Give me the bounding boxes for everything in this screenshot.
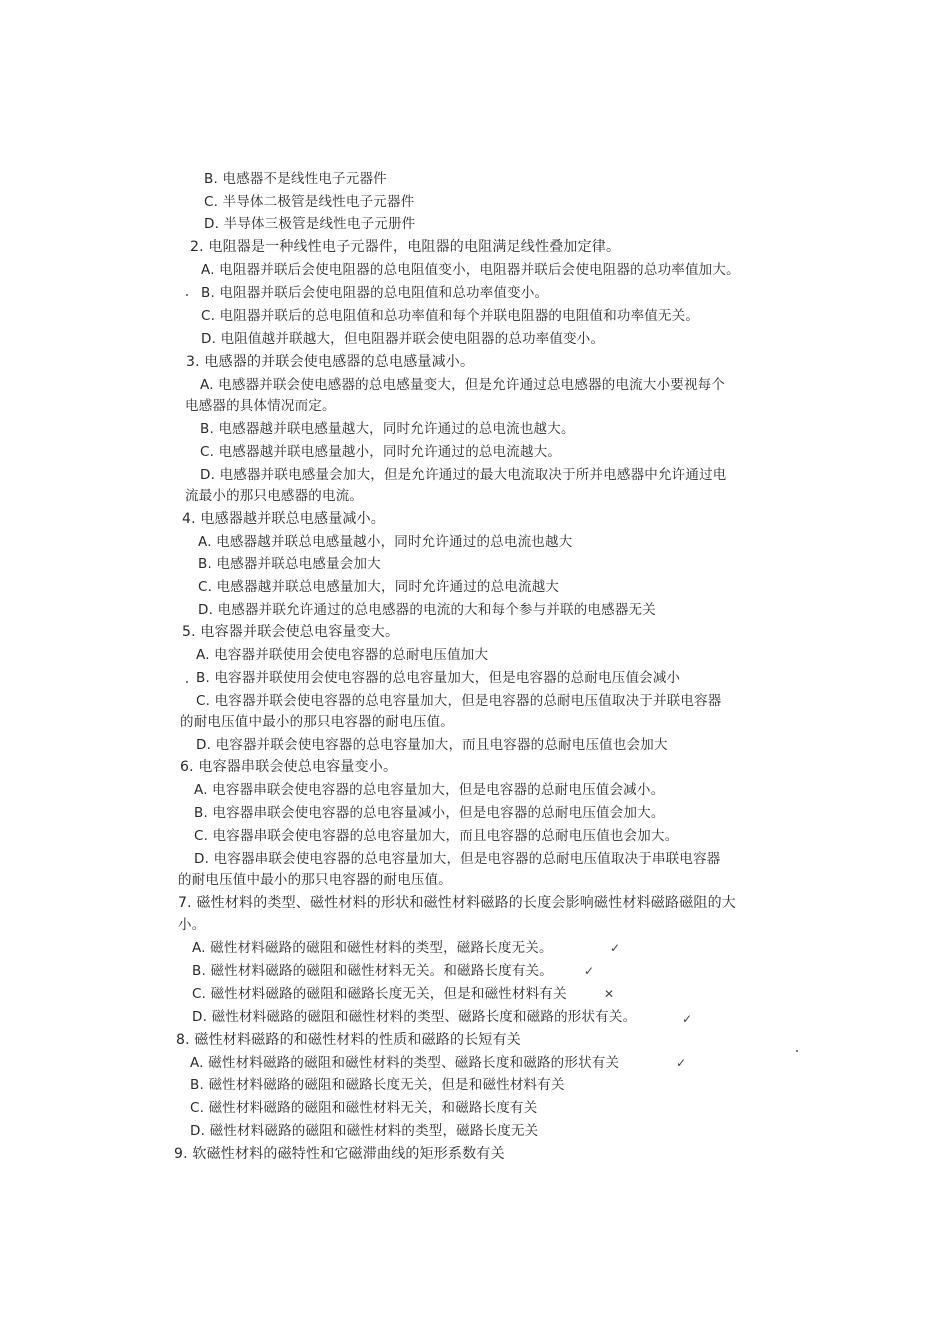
option-text: B. 电阻器并联后会使电阻器的总电阻值和总功率值变小。	[201, 285, 549, 301]
option-text: A. 电容器串联会使电容器的总电容量加大，但是电容器的总耐电压值会减小。	[194, 782, 665, 798]
option-text: D. 半导体三极管是线性电子元册件	[204, 216, 416, 232]
option-text: C. 磁性材料磁路的磁阻和磁路长度无关，但是和磁性材料有关	[192, 986, 567, 1002]
option-text: C. 电容器并联会使电容器的总电容量加大，但是电容器的总耐电压值取决于并联电容器	[196, 693, 722, 709]
option-text: D. 电容器并联会使电容器的总电容量加大，而且电容器的总耐电压值也会加大	[196, 737, 668, 753]
option-text: 小。	[178, 917, 206, 933]
check-mark-icon: ✓	[584, 964, 595, 978]
option-text: A. 电容器并联使用会使电容器的总耐电压值加大	[196, 647, 489, 663]
question-text: 3. 电感器的并联会使电感器的总电感量减小。	[186, 354, 475, 370]
cross-mark-icon: ✕	[604, 987, 615, 1001]
option-text: B. 电感器不是线性电子元器件	[204, 171, 387, 187]
option-text: 电感器的具体情况而定。	[185, 398, 336, 414]
option-text: D. 电容器串联会使电容器的总电容量加大，但是电容器的总耐电压值取决于串联电容器	[194, 851, 721, 867]
option-text: C. 半导体二极管是线性电子元器件	[204, 194, 415, 210]
check-mark-icon: ✓	[682, 1012, 693, 1026]
scan-speck	[186, 294, 188, 296]
scan-speck	[186, 681, 188, 683]
question-text: 2. 电阻器是一种线性电子元器件，电阻器的电阻满足线性叠加定律。	[190, 239, 621, 255]
option-text: B. 电容器串联会使电容器的总电容量减小，但是电容器的总耐电压值会加大。	[194, 805, 665, 821]
option-text: B. 电感器并联总电感量会加大	[198, 556, 381, 572]
scan-speck	[796, 1050, 798, 1052]
option-text: C. 磁性材料磁路的磁阻和磁性材料无关，和磁路长度有关	[190, 1100, 538, 1116]
option-text: D. 磁性材料磁路的磁阻和磁性材料的类型，磁路长度无关	[190, 1123, 539, 1139]
question-text: 4. 电感器越并联总电感量减小。	[182, 511, 386, 527]
option-text: A. 电阻器并联后会使电阻器的总电阻值变小，电阻器并联后会使电阻器的总功率值加大。	[201, 262, 740, 278]
option-text: C. 电感器越并联总电感量加大，同时允许通过的总电流越大	[198, 579, 560, 595]
option-text: B. 电容器并联使用会使电容器的总电容量加大，但是电容器的总耐电压值会减小	[196, 670, 681, 686]
option-text: D. 磁性材料磁路的磁阻和磁性材料的类型、磁路长度和磁路的形状有关。	[192, 1009, 637, 1025]
option-text: 的耐电压值中最小的那只电容器的耐电压值。	[178, 872, 452, 888]
option-text: A. 电感器越并联总电感量越小，同时允许通过的总电流也越大	[198, 534, 573, 550]
option-text: D. 电感器并联允许通过的总电感器的电流的大和每个参与并联的电感器无关	[198, 602, 656, 618]
option-text: D. 电阻值越并联越大，但电阻器并联会使电阻器的总功率值变小。	[201, 331, 605, 347]
option-text: C. 电阻器并联后的总电阻值和总功率值和每个并联电阻器的电阻值和功率值无关。	[201, 308, 700, 324]
option-text: A. 电感器并联会使电感器的总电感量变大，但是允许通过总电感器的电流大小要视每个	[200, 377, 726, 393]
option-text: B. 磁性材料磁路的磁阻和磁路长度无关，但是和磁性材料有关	[190, 1077, 565, 1093]
option-text: B. 磁性材料磁路的磁阻和磁性材料无关。和磁路长度有关。	[192, 963, 553, 979]
option-text: D. 电感器并联电感量会加大，但是允许通过的最大电流取决于所并电感器中允许通过电	[200, 467, 727, 483]
option-text: 的耐电压值中最小的那只电容器的耐电压值。	[180, 714, 454, 730]
option-text: C. 电容器串联会使电容器的总电容量加大，而且电容器的总耐电压值也会加大。	[194, 828, 679, 844]
option-text: A. 磁性材料磁路的磁阻和磁性材料的类型，磁路长度无关。	[192, 940, 553, 956]
option-text: B. 电感器越并联电感量越大，同时允许通过的总电流也越大。	[200, 421, 575, 437]
question-text: 9. 软磁性材料的磁特性和它磁滞曲线的矩形系数有关	[174, 1146, 505, 1162]
question-text: 8. 磁性材料磁路的和磁性材料的性质和磁路的长短有关	[176, 1032, 522, 1048]
check-mark-icon: ✓	[610, 941, 621, 955]
option-text: 流最小的那只电感器的电流。	[185, 488, 364, 504]
option-text: C. 电感器越并联电感量越小，同时允许通过的总电流越大。	[200, 444, 562, 460]
question-text: 5. 电容器并联会使总电容量变大。	[182, 624, 400, 640]
option-text: A. 磁性材料磁路的磁阻和磁性材料的类型、磁路长度和磁路的形状有关	[190, 1055, 620, 1071]
check-mark-icon: ✓	[676, 1056, 687, 1070]
question-text: 7. 磁性材料的类型、磁性材料的形状和磁性材料磁路的长度会影响磁性材料磁路磁阻的大	[178, 895, 737, 911]
question-text: 6. 电容器串联会使总电容量变小。	[180, 759, 398, 775]
